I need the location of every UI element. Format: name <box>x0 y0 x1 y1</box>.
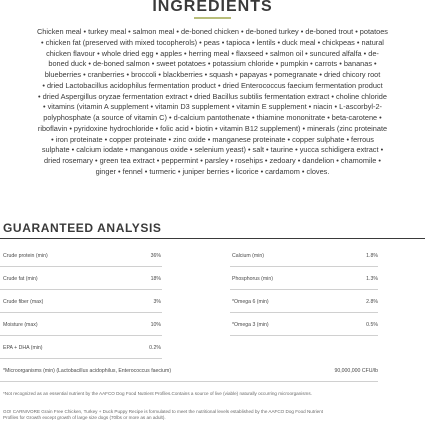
analysis-label: Moisture (max) <box>3 322 38 328</box>
analysis-value: 1.8% <box>366 253 378 259</box>
ingredients-line: Chicken meal • turkey meal • salmon meal • de-boned chicken • de-boned turkey • de-boned trout • potatoes <box>37 27 388 36</box>
analysis-value: 1.3% <box>366 276 378 282</box>
row-divider <box>0 289 162 290</box>
ingredients-line: dried rosemary • green tea extract • peppermint • parsley • rosehips • zedoary • dandelion • chamomile • <box>44 156 381 165</box>
ingredients-line: sulphate • calcium iodate • manganous oxide • selenium yeast) • salt • taurine • yucca schidigera extract • <box>41 145 384 155</box>
analysis-label: *Omega 3 (min) <box>232 322 269 328</box>
analysis-value: 0.2% <box>149 345 161 351</box>
analysis-value: 10% <box>150 322 161 328</box>
row-divider <box>0 358 162 359</box>
row-divider <box>0 335 162 336</box>
ingredients-line: polyphosphate (a source of vitamin C) • d-calcium pantothenate • thiamine mononitrate • beta-carotene • <box>43 113 382 122</box>
ingredients-line: blueberries • cranberries • broccoli • blackberries • squash • papayas • pomegranate • dried chicory root <box>44 70 381 79</box>
row-divider <box>230 289 378 290</box>
analysis-value: 36% <box>150 253 161 259</box>
ingredients-line: • vitamins (vitamin A supplement • vitamin D3 supplement • vitamin E supplement • niacin • L-ascorbyl-2- <box>43 102 382 112</box>
analysis-label: Crude fat (min) <box>3 276 38 282</box>
footnote: *Not recognized as an essential nutrient by the AAFCO Dog Food Nutrient Profiles.Contains a source of live (viable) naturally occurring microorganisms. <box>3 391 312 396</box>
aafco-statement-line: Profiles for Growth except growth of large size dogs (70lbs or more as an adult). <box>3 415 166 420</box>
analysis-label: Crude protein (min) <box>3 253 48 259</box>
analysis-label: Phosphorus (min) <box>232 276 273 282</box>
row-divider <box>230 312 378 313</box>
ingredients-line: riboflavin • pyridoxine hydrochloride • folic acid • biotin • vitamin B12 supplement) • minerals (zinc proteinate <box>37 123 388 133</box>
ingredients-line: • iron proteinate • copper proteinate • zinc oxide • manganese proteinate • copper sulphate • ferrous <box>51 134 374 144</box>
microorganisms-value: 90,000,000 CFU/lb <box>334 368 378 374</box>
section-divider <box>0 238 425 239</box>
guaranteed-analysis-title: GUARANTEED ANALYSIS <box>3 221 162 235</box>
ingredients-line: • dried Lactobacillus acidophilus fermentation product • dried Enterococcus faecium fermentation product <box>42 80 383 90</box>
analysis-value: 3% <box>153 299 161 305</box>
ingredients-title: INGREDIENTS <box>152 0 273 15</box>
microorganisms-label: *Microorganisms (min) (Lactobacillus acidophilus, Enterococcus faecium) <box>3 368 172 374</box>
row-divider <box>0 381 378 382</box>
analysis-label: EPA + DHA (min) <box>3 345 43 351</box>
analysis-label: *Omega 6 (min) <box>232 299 269 305</box>
analysis-label: Crude fiber (max) <box>3 299 44 305</box>
analysis-value: 2.8% <box>366 299 378 305</box>
ingredients-line: ginger • fennel • turmeric • juniper berries • licorice • cardamom • cloves. <box>95 166 330 176</box>
aafco-statement-line: GO! CARNIVORE Grain Free Chicken, Turkey + Duck Puppy Recipe is formulated to meet the nutritional levels established by the AAFCO Dog Food Nutrient <box>3 409 324 414</box>
ingredients-line: boned duck • de-boned salmon • sweet potatoes • potassium chloride • pumpkin • carrots • bananas • <box>48 59 377 69</box>
row-divider <box>0 312 162 313</box>
ingredients-line: • chicken fat (preserved with mixed tocopherols) • peas • tapioca • lentils • duck meal • chickpeas • natural <box>41 37 384 47</box>
row-divider <box>230 335 378 336</box>
analysis-value: 18% <box>150 276 161 282</box>
row-divider <box>230 266 378 267</box>
ingredients-line: • dried Aspergillus oryzae fermentation extract • dried Bacillus subtilis fermentation extract • choline chloride <box>38 91 387 101</box>
title-underline <box>194 17 231 19</box>
ingredients-line: chicken flavour • whole dried egg • apples • herring meal • flaxseed • salmon oil • suncured alfalfa • de- <box>46 48 379 58</box>
analysis-label: Calcium (min) <box>232 253 264 259</box>
analysis-value: 0.5% <box>366 322 378 328</box>
ingredients-list <box>1 27 424 178</box>
row-divider <box>0 266 162 267</box>
